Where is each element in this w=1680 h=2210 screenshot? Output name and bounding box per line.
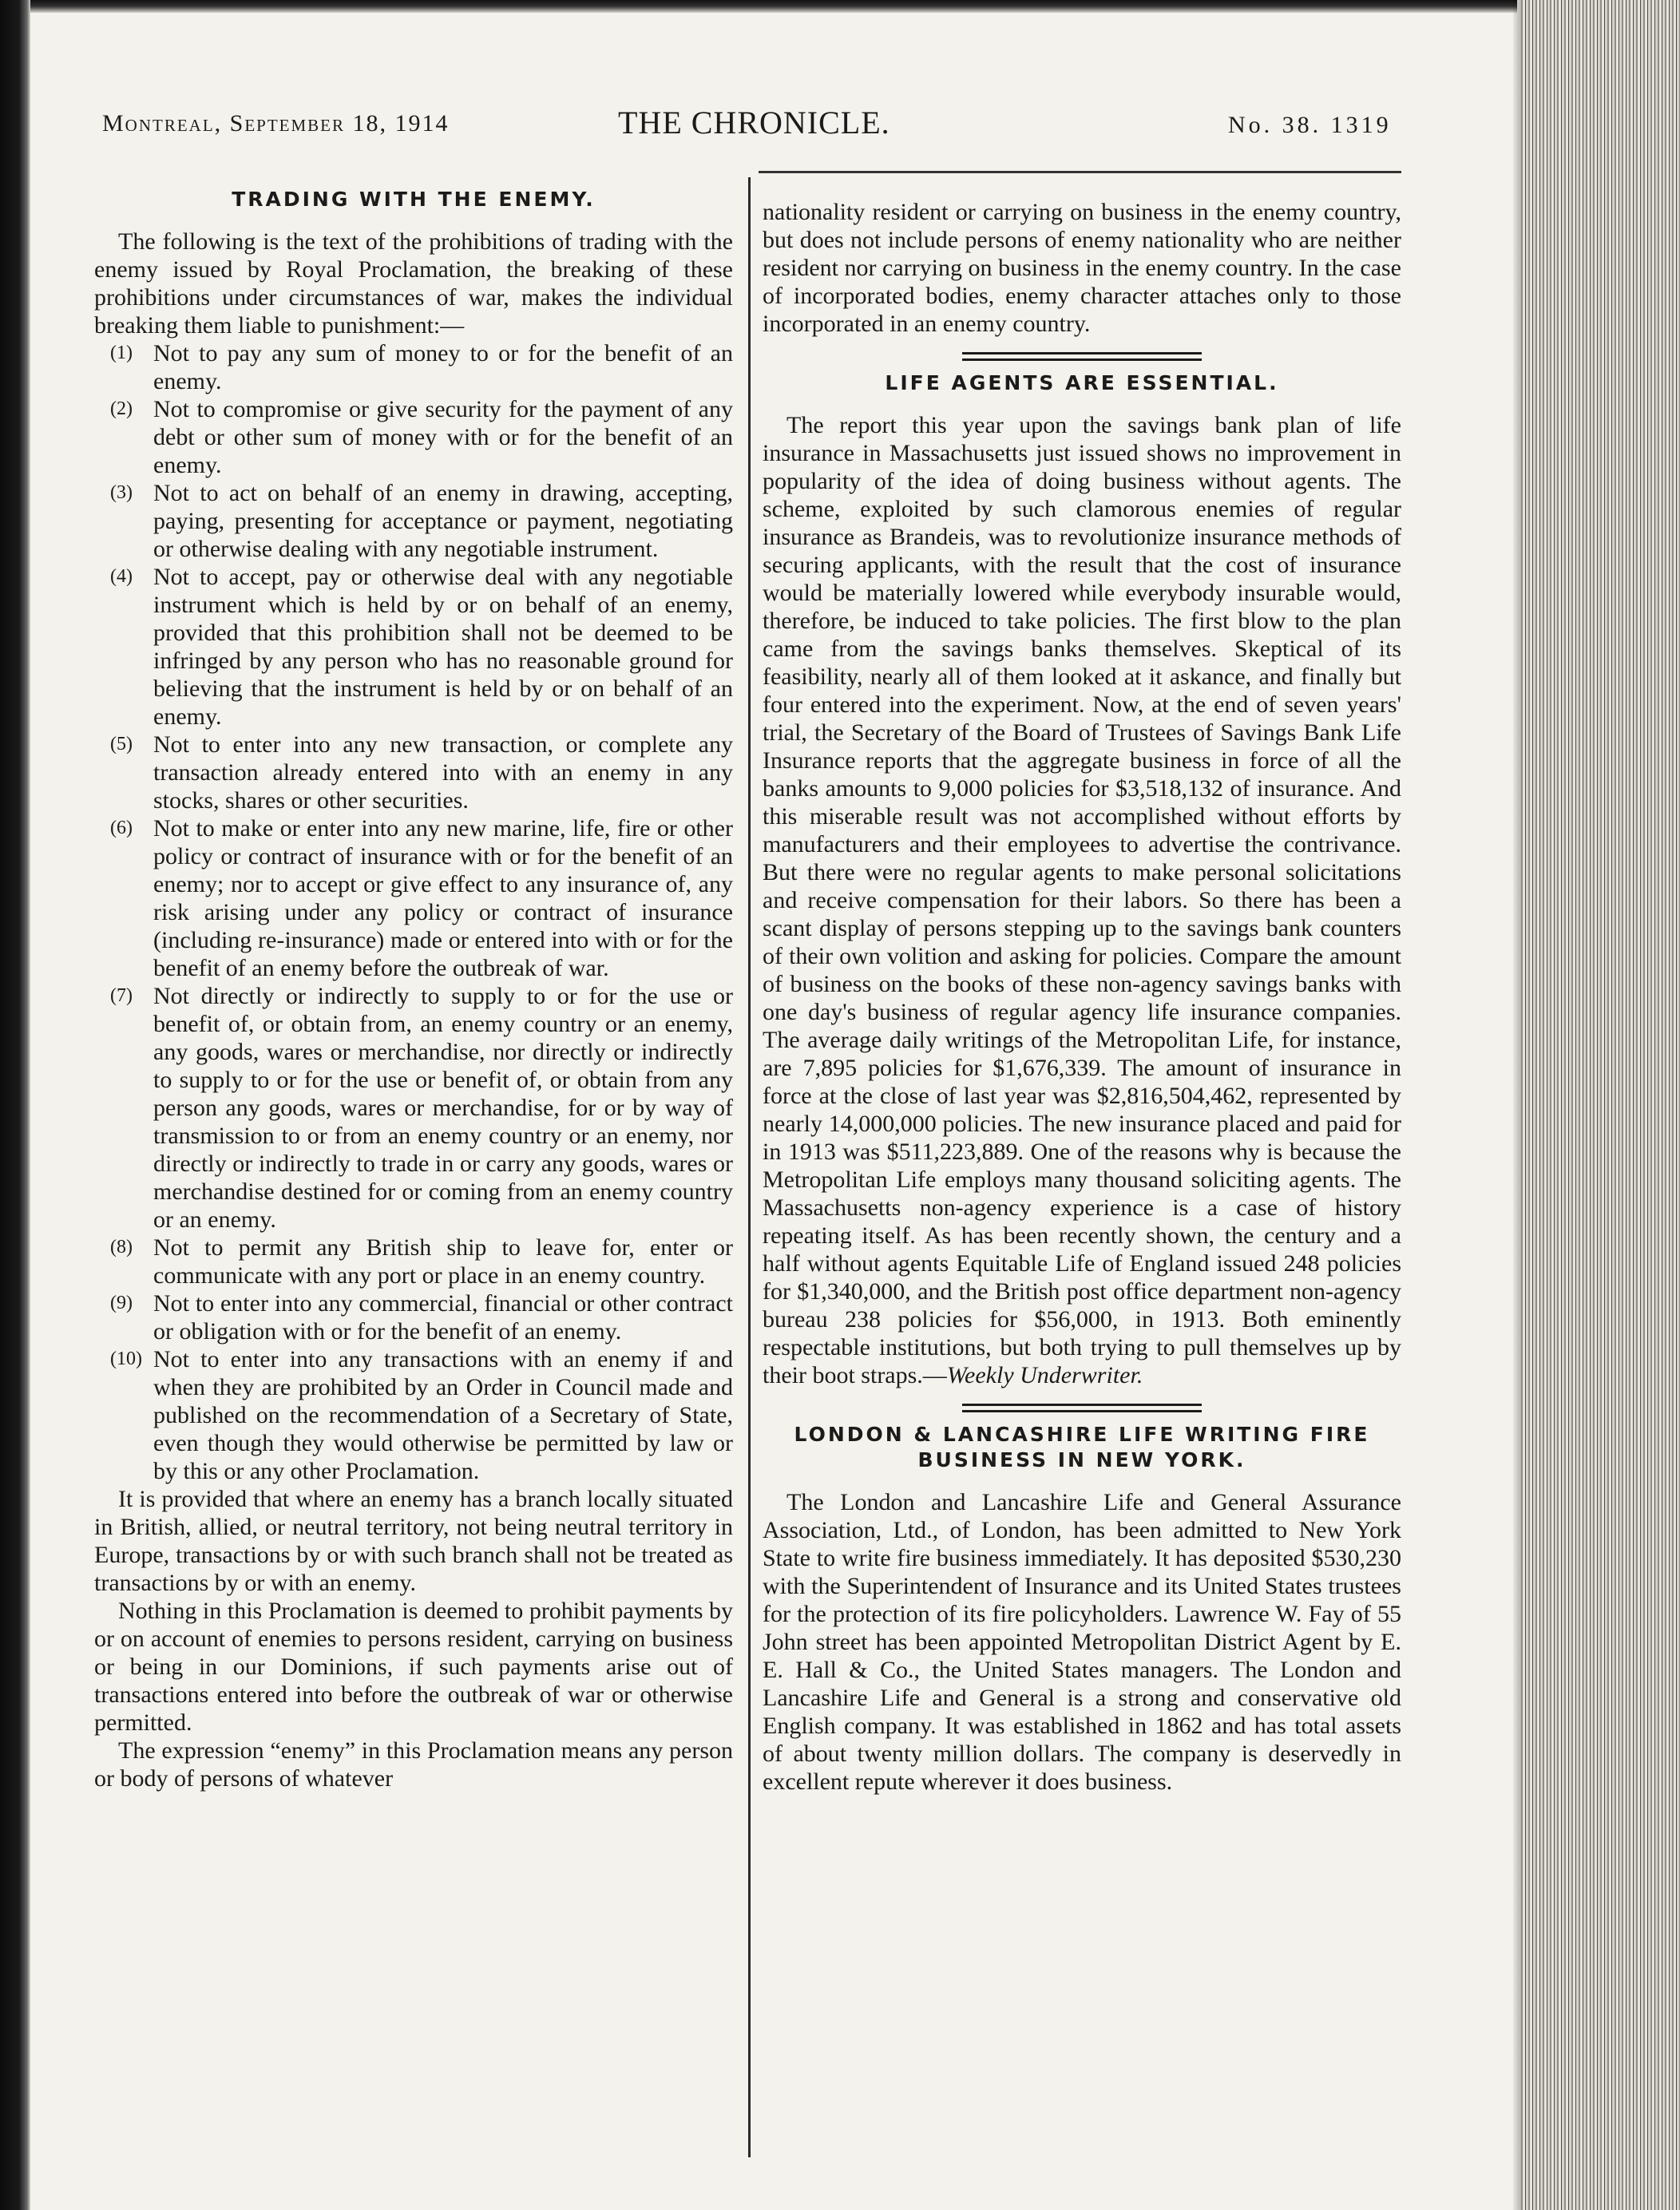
item-text: Not to make or enter into any new marine, life, fire or other policy or contract of insurance with or for the benefit of an enemy; nor to accept or give effect to any insurance of, any risk arising under any policy or contract of insurance (including re-insurance) made or entered into with or for the benefit of an enemy before the outbreak of war. [153,814,733,981]
scan-border-top [0,0,1517,13]
article-intro: The following is the text of the prohibitions of trading with the enemy issued by Royal Proclamation, the breaking of these prohibitions under circumstances of war, makes the individual breaking them liable to punishment:— [94,228,733,339]
item-text: Not to pay any sum of money to or for the benefit of an enemy. [153,339,733,394]
scan-border-left [0,0,30,2210]
item-text: Not to accept, pay or otherwise deal with any negotiable instrument which is held by or on behalf of an enemy, provided that this prohibition shall not be deemed to be infringed by any person who has no reasonable ground for believing that the instrument is held by or on behalf of an enemy. [153,563,733,730]
item-number: (6) [110,817,133,838]
body-text: The report this year upon the savings bank plan of life insurance in Massachusetts just issued shows no improvement in popularity of the idea of doing business without agents. The scheme, exploited by such clamorous enemies of regular insurance as Brandeis, was to revolutionize insurance methods of securing applicants, with the result that the cost of insurance would be materially lowered while everybody insurable would, therefore, be induced to take policies. The first blow to the plan came from the savings banks themselves. Skeptical of its feasibility, nearly all of them looked at it askance, and finally but four entered into the experiment. Now, at the end of seven years' trial, the Secretary of the Board of Trustees of Savings Bank Life Insurance reports that the aggregate business in force of all the banks amounts to 9,000 policies for $3,518,132 of insurance. And this miserable result was not accomplished without efforts by manufacturers and their employees to advertise the contrivance. But there were no regular agents to make personal solicitations and receive compensation for their labors. So there has been a scant display of persons stepping up to the savings bank counters of their own volition and asking for policies. Compare the amount of business on the books of these non-agency savings banks with one day's business of regular agency life insurance companies. The average daily writings of the Metropolitan Life, for instance, are 7,895 policies for $1,676,339. The amount of insurance in force at the close of last year was $2,816,504,462, represented by nearly 14,000,000 policies. The new insurance placed and paid for in 1913 was $511,223,889. One of the reasons why is because the Metropolitan Life employs many thousand soliciting agents. The Massachusetts non-agency experience is a case of history repeating itself. As has been recently shown, the century and a half without agents Equitable Life of England issued 248 policies for $1,340,000, and the British post office department non-agency bureau 238 policies for $56,000, in 1913. Both eminently respectable institutions, but both trying to pull themselves up by their boot straps.— [763,411,1401,1388]
item-text: Not to enter into any commercial, financial or other contract or obligation with or for the benefit of an enemy. [153,1289,733,1345]
item-number: (5) [110,733,133,754]
item-number: (4) [110,565,133,587]
article-title-life-agents: LIFE AGENTS ARE ESSENTIAL. [885,371,1279,394]
list-item [94,731,733,814]
item-number: (2) [110,398,133,419]
paragraph-branch: It is provided that where an enemy has a branch locally situated in British, allied, or neutral territory, not being neutral territory in Europe, transactions by or with such branch shall not be treated as transactions by or with an enemy. [94,1485,733,1596]
item-number: (3) [110,481,133,503]
item-text: Not to compromise or give security for the payment of any debt or other sum of money with or for the benefit of an enemy. [153,395,733,478]
item-number: (9) [110,1292,133,1313]
list-item [94,1345,733,1485]
item-text: Not to enter into any new transaction, or complete any transaction already entered into with an enemy in any stocks, shares or other securities. [153,731,733,814]
item-number: (10) [110,1348,142,1369]
paragraph-payments: Nothing in this Proclamation is deemed to prohibit payments by or on account of enemies to persons resident, carrying on business or being in our Dominions, if such payments arise out of transactions entered into before the outbreak of war or otherwise permitted. [94,1597,733,1736]
article-title-london-lancashire: LONDON & LANCASHIRE LIFE WRITING FIRE BUSINESS IN NEW YORK. [794,1422,1370,1471]
item-number: (7) [110,984,133,1006]
column-divider [748,177,751,2157]
section-separator [962,1404,1202,1412]
article-continuation: nationality resident or carrying on business in the enemy country, but does not include persons of enemy nationality who are neither resident nor carrying on business in the enemy country. In the case of incorporated bodies, enemy character attaches only to those incorporated in an enemy country. [763,199,1401,337]
article-body-london-lancashire: The London and Lancashire Life and General Assurance Association, Ltd., of London, has been admitted to New York State to write fire business immediately. It has deposited $530,230 with the Superintendent of Insurance and its United States trustees for the protection of its fire policyholders. Lawrence W. Fay of 55 John street has been appointed Metropolitan District Agent by E. E. Hall & Co., the United States managers. The London and Lancashire Life and General is a strong and conservative old English company. It was established in 1862 and has total assets of about twenty million dollars. The company is deservedly in excellent repute wherever it does business. [763,1488,1401,1795]
section-separator [962,352,1202,361]
left-column [94,177,733,1792]
right-column [763,198,1401,1796]
header-publication-title: THE CHRONICLE. [618,105,890,141]
list-item [94,1289,733,1345]
item-text: Not to act on behalf of an enemy in drawing, accepting, paying, presenting for acceptance or payment, negotiating or otherwise dealing with any negotiable instrument. [153,479,733,562]
paragraph-expression: The expression “enemy” in this Proclamation means any person or body of persons of whatever [94,1737,733,1792]
article-title-trading: TRADING WITH THE ENEMY. [232,188,596,211]
list-item [94,814,733,982]
header-date: Montreal, September 18, 1914 [102,110,450,137]
item-text: Not directly or indirectly to supply to or for the use or benefit of, or obtain from, an enemy country or an enemy, any goods, wares or merchandise, nor directly or indirectly to supply to or for the use or benefit of, or obtain from any person any goods, wares or merchandise, for or by way of transmission to or from an enemy country or an enemy, nor directly or indirectly to trade in or carry any goods, wares or merchandise destined for or coming from an enemy country or an enemy. [153,982,733,1233]
prohibitions-list [94,339,733,1485]
header-rule [759,171,1401,173]
item-number: (8) [110,1236,133,1257]
list-item [94,1234,733,1289]
list-item [94,479,733,563]
source-attribution: Weekly Underwriter. [946,1361,1143,1388]
list-item [94,563,733,731]
list-item [94,395,733,479]
item-number: (1) [110,342,133,363]
list-item [94,339,733,395]
header-issue-page: No. 38. 1319 [1228,112,1392,138]
list-item [94,982,733,1234]
item-text: Not to permit any British ship to leave for, enter or communicate with any port or place in an enemy country. [153,1234,733,1289]
running-header [102,104,1420,152]
item-text: Not to enter into any transactions with an enemy if and when they are prohibited by an Order in Council made and published on the recommendation of a Secretary of State, even though they would otherwise be permitted by law or by this or any other Proclamation. [153,1345,733,1484]
book-page-edges [1521,0,1680,2210]
article-body-life-agents [763,411,1401,1389]
